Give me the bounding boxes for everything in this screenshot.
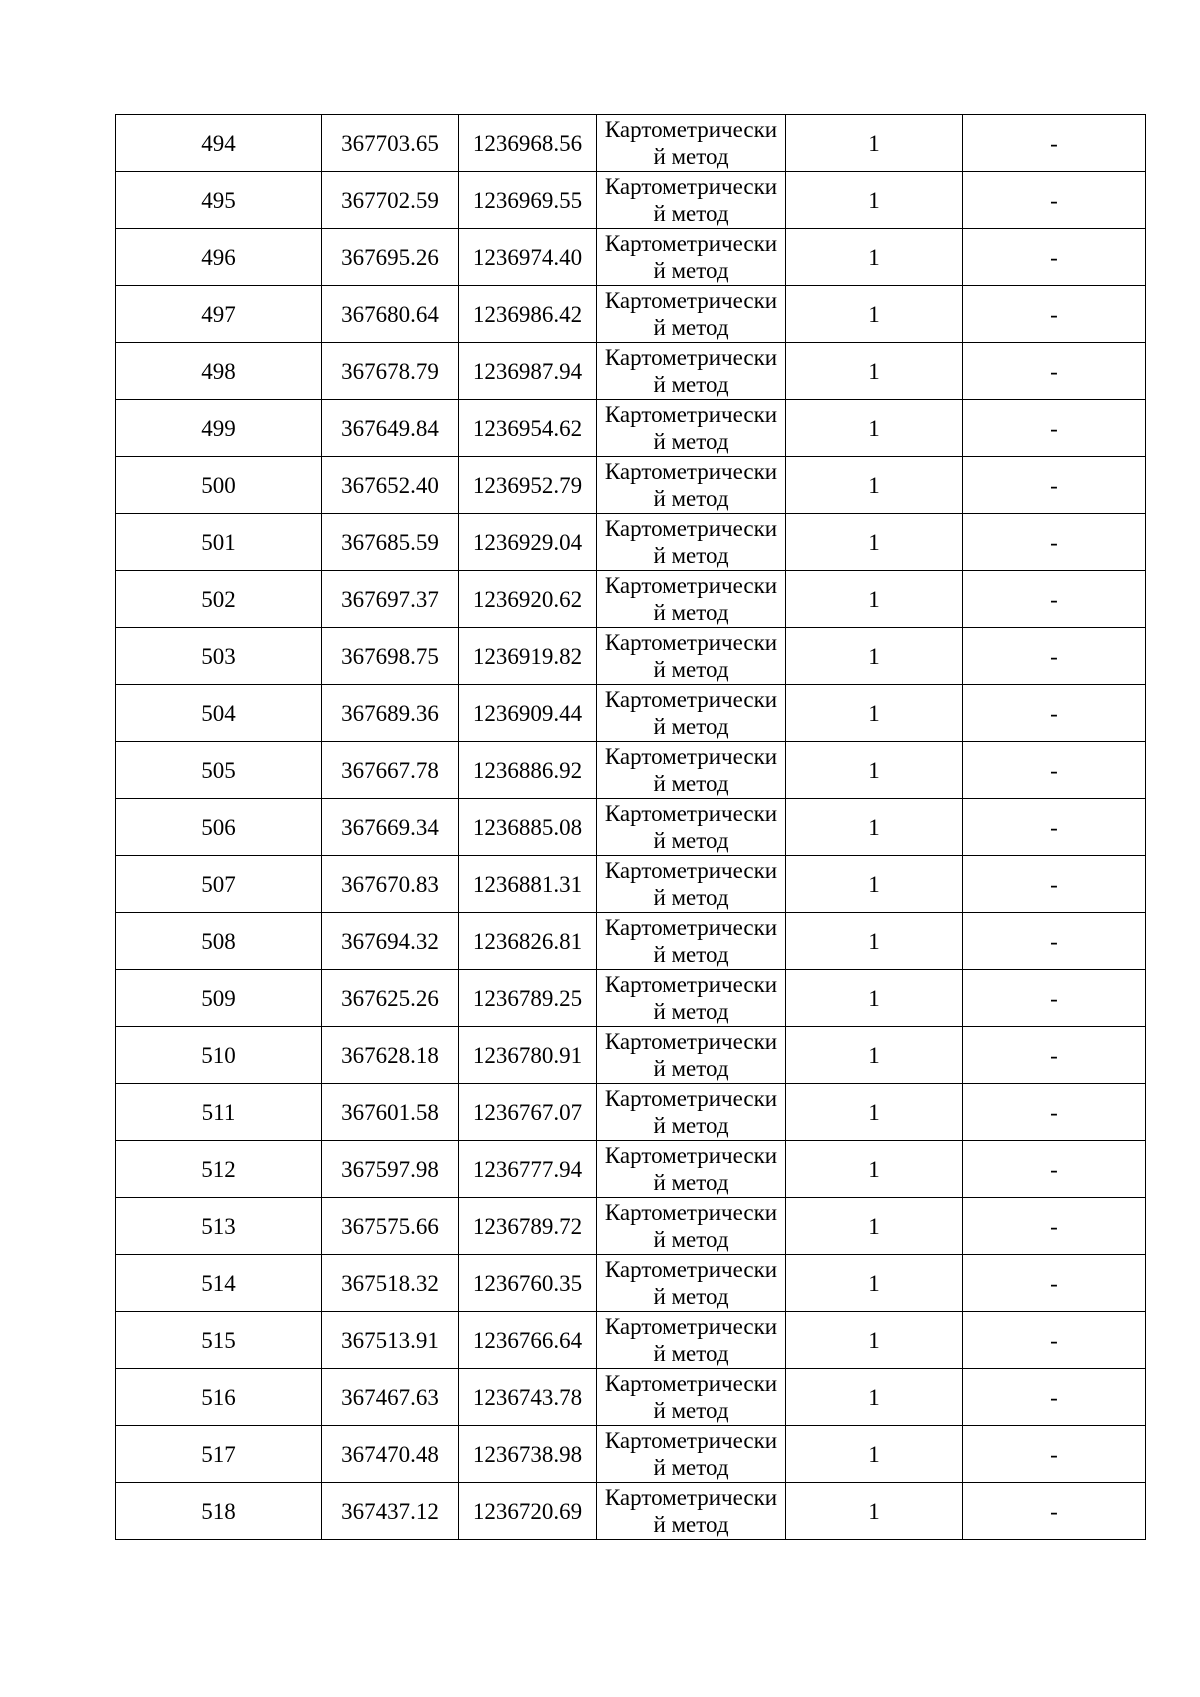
- method-text-line1: Картометрически: [604, 1143, 778, 1168]
- method-text-line2: й метод: [653, 1056, 729, 1081]
- method-text-line1: Картометрически: [604, 174, 778, 199]
- table-row: [116, 1141, 1146, 1198]
- table-row: [116, 457, 1146, 514]
- precision-cell: 1: [786, 1483, 963, 1540]
- method-cell: [597, 400, 786, 457]
- x-coordinate-cell: 367685.59: [322, 514, 459, 571]
- x-coordinate-cell: 367689.36: [322, 685, 459, 742]
- y-coordinate-cell: 1236780.91: [459, 1027, 597, 1084]
- method-cell: [597, 913, 786, 970]
- table-row: [116, 172, 1146, 229]
- method-cell: [597, 742, 786, 799]
- x-coordinate-cell: 367518.32: [322, 1255, 459, 1312]
- description-cell: -: [963, 343, 1146, 400]
- precision-cell: 1: [786, 856, 963, 913]
- method-cell: [597, 571, 786, 628]
- description-cell: -: [963, 970, 1146, 1027]
- method-text-line1: Картометрически: [604, 915, 778, 940]
- y-coordinate-cell: 1236881.31: [459, 856, 597, 913]
- table-row: [116, 913, 1146, 970]
- method-cell: [597, 628, 786, 685]
- point-number-cell: 517: [116, 1426, 322, 1483]
- point-number-cell: 499: [116, 400, 322, 457]
- method-text-line2: й метод: [653, 771, 729, 796]
- table-row: [116, 1198, 1146, 1255]
- precision-cell: 1: [786, 286, 963, 343]
- x-coordinate-cell: 367470.48: [322, 1426, 459, 1483]
- x-coordinate-cell: 367513.91: [322, 1312, 459, 1369]
- x-coordinate-cell: 367694.32: [322, 913, 459, 970]
- precision-cell: 1: [786, 628, 963, 685]
- x-coordinate-cell: 367670.83: [322, 856, 459, 913]
- table-row: [116, 1369, 1146, 1426]
- method-text-line2: й метод: [653, 657, 729, 682]
- method-text-line1: Картометрически: [604, 516, 778, 541]
- method-text-line2: й метод: [653, 885, 729, 910]
- y-coordinate-cell: 1236885.08: [459, 799, 597, 856]
- x-coordinate-cell: 367652.40: [322, 457, 459, 514]
- description-cell: -: [963, 1141, 1146, 1198]
- y-coordinate-cell: 1236767.07: [459, 1084, 597, 1141]
- method-text-line2: й метод: [653, 1398, 729, 1423]
- precision-cell: 1: [786, 1426, 963, 1483]
- y-coordinate-cell: 1236987.94: [459, 343, 597, 400]
- precision-cell: 1: [786, 457, 963, 514]
- y-coordinate-cell: 1236929.04: [459, 514, 597, 571]
- description-cell: -: [963, 1426, 1146, 1483]
- method-cell: [597, 1426, 786, 1483]
- method-text-line2: й метод: [653, 1227, 729, 1252]
- point-number-cell: 510: [116, 1027, 322, 1084]
- table-row: [116, 856, 1146, 913]
- table-row: [116, 571, 1146, 628]
- point-number-cell: 505: [116, 742, 322, 799]
- point-number-cell: 504: [116, 685, 322, 742]
- table-row: [116, 685, 1146, 742]
- table-row: [116, 229, 1146, 286]
- point-number-cell: 502: [116, 571, 322, 628]
- y-coordinate-cell: 1236974.40: [459, 229, 597, 286]
- precision-cell: 1: [786, 1084, 963, 1141]
- document-page: [115, 114, 1145, 1540]
- method-text-line2: й метод: [653, 486, 729, 511]
- precision-cell: 1: [786, 400, 963, 457]
- description-cell: -: [963, 457, 1146, 514]
- y-coordinate-cell: 1236760.35: [459, 1255, 597, 1312]
- y-coordinate-cell: 1236886.92: [459, 742, 597, 799]
- precision-cell: 1: [786, 1312, 963, 1369]
- point-number-cell: 515: [116, 1312, 322, 1369]
- method-cell: [597, 229, 786, 286]
- precision-cell: 1: [786, 172, 963, 229]
- precision-cell: 1: [786, 685, 963, 742]
- table-row: [116, 514, 1146, 571]
- y-coordinate-cell: 1236969.55: [459, 172, 597, 229]
- method-text-line2: й метод: [653, 942, 729, 967]
- point-number-cell: 503: [116, 628, 322, 685]
- method-text-line1: Картометрически: [604, 288, 778, 313]
- method-cell: [597, 970, 786, 1027]
- point-number-cell: 496: [116, 229, 322, 286]
- method-cell: [597, 1027, 786, 1084]
- x-coordinate-cell: 367695.26: [322, 229, 459, 286]
- y-coordinate-cell: 1236766.64: [459, 1312, 597, 1369]
- precision-cell: 1: [786, 970, 963, 1027]
- method-text-line2: й метод: [653, 258, 729, 283]
- description-cell: -: [963, 742, 1146, 799]
- description-cell: -: [963, 1084, 1146, 1141]
- x-coordinate-cell: 367625.26: [322, 970, 459, 1027]
- description-cell: -: [963, 628, 1146, 685]
- precision-cell: 1: [786, 115, 963, 172]
- description-cell: -: [963, 229, 1146, 286]
- point-number-cell: 500: [116, 457, 322, 514]
- y-coordinate-cell: 1236789.72: [459, 1198, 597, 1255]
- method-text-line2: й метод: [653, 1170, 729, 1195]
- x-coordinate-cell: 367575.66: [322, 1198, 459, 1255]
- point-number-cell: 506: [116, 799, 322, 856]
- description-cell: -: [963, 799, 1146, 856]
- method-text-line2: й метод: [653, 828, 729, 853]
- x-coordinate-cell: 367437.12: [322, 1483, 459, 1540]
- y-coordinate-cell: 1236909.44: [459, 685, 597, 742]
- x-coordinate-cell: 367649.84: [322, 400, 459, 457]
- y-coordinate-cell: 1236968.56: [459, 115, 597, 172]
- method-text-line1: Картометрически: [604, 117, 778, 142]
- method-cell: [597, 172, 786, 229]
- precision-cell: 1: [786, 1027, 963, 1084]
- method-text-line2: й метод: [653, 600, 729, 625]
- point-number-cell: 494: [116, 115, 322, 172]
- method-text-line1: Картометрически: [604, 858, 778, 883]
- point-number-cell: 513: [116, 1198, 322, 1255]
- x-coordinate-cell: 367698.75: [322, 628, 459, 685]
- method-text-line2: й метод: [653, 1341, 729, 1366]
- method-text-line1: Картометрически: [604, 1485, 778, 1510]
- coordinates-table-body: [116, 115, 1146, 1540]
- point-number-cell: 507: [116, 856, 322, 913]
- table-row: [116, 115, 1146, 172]
- method-text-line2: й метод: [653, 999, 729, 1024]
- table-row: [116, 799, 1146, 856]
- description-cell: -: [963, 1483, 1146, 1540]
- table-row: [116, 1255, 1146, 1312]
- y-coordinate-cell: 1236952.79: [459, 457, 597, 514]
- method-cell: [597, 685, 786, 742]
- description-cell: -: [963, 856, 1146, 913]
- description-cell: -: [963, 571, 1146, 628]
- method-cell: [597, 1084, 786, 1141]
- method-text-line1: Картометрически: [604, 1029, 778, 1054]
- method-text-line2: й метод: [653, 1113, 729, 1138]
- table-row: [116, 1027, 1146, 1084]
- method-text-line1: Картометрически: [604, 402, 778, 427]
- x-coordinate-cell: 367601.58: [322, 1084, 459, 1141]
- table-row: [116, 742, 1146, 799]
- method-text-line2: й метод: [653, 201, 729, 226]
- y-coordinate-cell: 1236777.94: [459, 1141, 597, 1198]
- method-text-line1: Картометрически: [604, 744, 778, 769]
- method-text-line1: Картометрически: [604, 1428, 778, 1453]
- precision-cell: 1: [786, 1255, 963, 1312]
- description-cell: -: [963, 514, 1146, 571]
- y-coordinate-cell: 1236720.69: [459, 1483, 597, 1540]
- method-text-line1: Картометрически: [604, 459, 778, 484]
- method-text-line1: Картометрически: [604, 1257, 778, 1282]
- method-cell: [597, 856, 786, 913]
- method-text-line1: Картометрически: [604, 1371, 778, 1396]
- method-text-line2: й метод: [653, 429, 729, 454]
- description-cell: -: [963, 1027, 1146, 1084]
- table-row: [116, 1483, 1146, 1540]
- description-cell: -: [963, 286, 1146, 343]
- precision-cell: 1: [786, 742, 963, 799]
- method-text-line1: Картометрически: [604, 801, 778, 826]
- x-coordinate-cell: 367678.79: [322, 343, 459, 400]
- description-cell: -: [963, 400, 1146, 457]
- table-row: [116, 970, 1146, 1027]
- y-coordinate-cell: 1236826.81: [459, 913, 597, 970]
- precision-cell: 1: [786, 1369, 963, 1426]
- description-cell: -: [963, 172, 1146, 229]
- y-coordinate-cell: 1236986.42: [459, 286, 597, 343]
- method-cell: [597, 115, 786, 172]
- method-text-line1: Картометрически: [604, 972, 778, 997]
- point-number-cell: 516: [116, 1369, 322, 1426]
- coordinates-table: [115, 114, 1146, 1540]
- precision-cell: 1: [786, 514, 963, 571]
- method-text-line2: й метод: [653, 1512, 729, 1537]
- y-coordinate-cell: 1236738.98: [459, 1426, 597, 1483]
- method-text-line1: Картометрически: [604, 1086, 778, 1111]
- method-text-line2: й метод: [653, 714, 729, 739]
- x-coordinate-cell: 367597.98: [322, 1141, 459, 1198]
- method-text-line1: Картометрически: [604, 231, 778, 256]
- point-number-cell: 498: [116, 343, 322, 400]
- y-coordinate-cell: 1236920.62: [459, 571, 597, 628]
- point-number-cell: 511: [116, 1084, 322, 1141]
- x-coordinate-cell: 367703.65: [322, 115, 459, 172]
- precision-cell: 1: [786, 913, 963, 970]
- table-row: [116, 400, 1146, 457]
- point-number-cell: 518: [116, 1483, 322, 1540]
- method-text-line1: Картометрически: [604, 573, 778, 598]
- description-cell: -: [963, 913, 1146, 970]
- y-coordinate-cell: 1236954.62: [459, 400, 597, 457]
- method-cell: [597, 286, 786, 343]
- precision-cell: 1: [786, 343, 963, 400]
- method-cell: [597, 1141, 786, 1198]
- description-cell: -: [963, 1369, 1146, 1426]
- method-cell: [597, 799, 786, 856]
- description-cell: -: [963, 115, 1146, 172]
- method-text-line1: Картометрически: [604, 630, 778, 655]
- method-text-line2: й метод: [653, 1455, 729, 1480]
- method-text-line2: й метод: [653, 372, 729, 397]
- method-cell: [597, 1255, 786, 1312]
- method-text-line2: й метод: [653, 315, 729, 340]
- x-coordinate-cell: 367697.37: [322, 571, 459, 628]
- description-cell: -: [963, 1312, 1146, 1369]
- precision-cell: 1: [786, 1141, 963, 1198]
- x-coordinate-cell: 367680.64: [322, 286, 459, 343]
- precision-cell: 1: [786, 1198, 963, 1255]
- method-cell: [597, 1369, 786, 1426]
- x-coordinate-cell: 367467.63: [322, 1369, 459, 1426]
- method-text-line1: Картометрически: [604, 345, 778, 370]
- y-coordinate-cell: 1236743.78: [459, 1369, 597, 1426]
- point-number-cell: 497: [116, 286, 322, 343]
- point-number-cell: 509: [116, 970, 322, 1027]
- description-cell: -: [963, 1255, 1146, 1312]
- x-coordinate-cell: 367628.18: [322, 1027, 459, 1084]
- method-cell: [597, 1198, 786, 1255]
- y-coordinate-cell: 1236789.25: [459, 970, 597, 1027]
- table-row: [116, 1312, 1146, 1369]
- method-text-line1: Картометрически: [604, 687, 778, 712]
- method-text-line2: й метод: [653, 543, 729, 568]
- method-cell: [597, 1483, 786, 1540]
- x-coordinate-cell: 367669.34: [322, 799, 459, 856]
- point-number-cell: 514: [116, 1255, 322, 1312]
- method-text-line1: Картометрически: [604, 1314, 778, 1339]
- x-coordinate-cell: 367667.78: [322, 742, 459, 799]
- method-text-line1: Картометрически: [604, 1200, 778, 1225]
- method-cell: [597, 514, 786, 571]
- method-text-line2: й метод: [653, 1284, 729, 1309]
- table-row: [116, 628, 1146, 685]
- point-number-cell: 508: [116, 913, 322, 970]
- precision-cell: 1: [786, 571, 963, 628]
- table-row: [116, 286, 1146, 343]
- table-row: [116, 343, 1146, 400]
- table-row: [116, 1084, 1146, 1141]
- point-number-cell: 501: [116, 514, 322, 571]
- precision-cell: 1: [786, 799, 963, 856]
- method-cell: [597, 1312, 786, 1369]
- precision-cell: 1: [786, 229, 963, 286]
- point-number-cell: 512: [116, 1141, 322, 1198]
- x-coordinate-cell: 367702.59: [322, 172, 459, 229]
- y-coordinate-cell: 1236919.82: [459, 628, 597, 685]
- method-text-line2: й метод: [653, 144, 729, 169]
- description-cell: -: [963, 1198, 1146, 1255]
- table-row: [116, 1426, 1146, 1483]
- method-cell: [597, 457, 786, 514]
- description-cell: -: [963, 685, 1146, 742]
- method-cell: [597, 343, 786, 400]
- point-number-cell: 495: [116, 172, 322, 229]
